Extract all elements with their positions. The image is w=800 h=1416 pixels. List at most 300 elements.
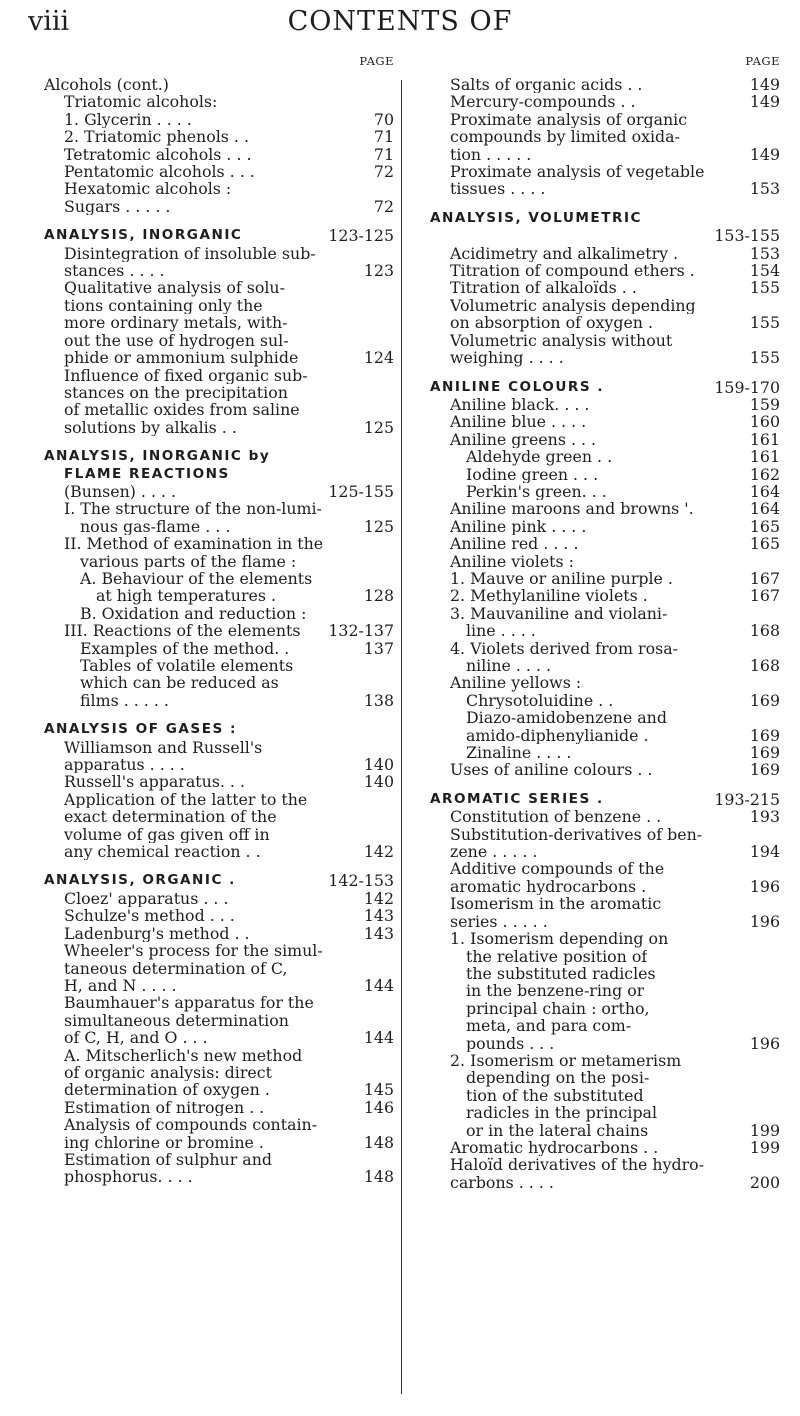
toc-entry	[430, 413, 780, 430]
entry-title: Volumetric analysis without	[450, 331, 673, 350]
entry-title: Pentatomic alcohols . . .	[64, 163, 255, 181]
entry-page: 196	[749, 911, 780, 931]
entry-title: Aniline yellows :	[450, 674, 582, 692]
toc-entry	[44, 1168, 394, 1185]
entry-title: 3. Mauvaniline and violani-	[450, 604, 668, 623]
toc-entry	[44, 925, 394, 942]
toc-entry	[44, 297, 394, 314]
toc-entry	[430, 500, 780, 517]
toc-entry	[430, 622, 780, 639]
entry-title: tions containing only the	[64, 296, 263, 315]
toc-entry	[44, 367, 394, 384]
entry-page: 168	[749, 621, 780, 641]
entry-title: phosphorus. . . .	[64, 1168, 193, 1186]
entry-page: 165	[749, 516, 780, 536]
toc-entry	[430, 245, 780, 262]
entry-page: 71	[373, 127, 394, 147]
entry-title: Constitution of benzene . .	[450, 808, 662, 826]
entry-title: 2. Methylaniline violets .	[450, 587, 648, 605]
entry-title: Cloez' apparatus . . .	[64, 889, 229, 908]
entry-title: AROMATIC SERIES .	[430, 790, 604, 807]
entry-title: compounds by limited oxida-	[450, 128, 680, 146]
entry-title: weighing . . . .	[450, 349, 564, 367]
entry-page: 138	[363, 690, 394, 710]
entry-page: 72	[373, 162, 394, 182]
entry-title: tion of the substituted	[466, 1086, 644, 1105]
entry-page: 72	[373, 196, 394, 216]
toc-entry	[430, 518, 780, 535]
entry-title: phide or ammonium sulphide	[64, 349, 299, 367]
page-number-roman: viii	[28, 6, 70, 37]
toc-entry	[44, 942, 394, 959]
toc-entry	[430, 1035, 780, 1052]
entry-title: Aniline pink . . . .	[450, 517, 587, 536]
toc-entry	[430, 657, 780, 674]
entry-title: Chrysotoluidine . .	[466, 691, 614, 710]
entry-page: 169	[749, 743, 780, 763]
toc-entry	[44, 1064, 394, 1081]
toc-entry	[430, 692, 780, 709]
toc-entry	[44, 826, 394, 843]
entry-title: 1. Isomerism depending on	[450, 930, 669, 948]
entry-title: ing chlorine or bromine .	[64, 1133, 264, 1151]
entry-title: the relative position of	[466, 947, 648, 965]
entry-title: 2. Triatomic phenols . .	[64, 128, 249, 146]
toc-entry	[430, 448, 780, 465]
toc-entry	[44, 622, 394, 639]
entry-title: 2. Isomerism or metamerism	[450, 1051, 682, 1070]
toc-entry	[44, 890, 394, 907]
entry-title: ANALYSIS, INORGANIC	[44, 227, 243, 244]
entry-title: exact determination of the	[64, 808, 277, 826]
entry-title: various parts of the flame :	[80, 552, 297, 570]
page-column-label: PAGE	[745, 54, 780, 68]
toc-entry	[44, 907, 394, 924]
toc-entry	[430, 570, 780, 587]
toc-entry	[430, 314, 780, 331]
toc-entry	[430, 431, 780, 448]
entry-title: apparatus . . . .	[64, 756, 185, 774]
toc-entry	[44, 1151, 394, 1168]
toc-entry	[430, 1052, 780, 1069]
toc-entry	[430, 744, 780, 761]
entry-page: 169	[749, 760, 780, 780]
toc-entry	[44, 518, 394, 535]
entry-page: 161	[749, 429, 780, 449]
entry-page: 142	[363, 842, 394, 862]
entry-page: 142	[363, 888, 394, 908]
entry-page: 159	[749, 394, 780, 414]
entry-title: radicles in the principal	[466, 1104, 658, 1122]
entry-title: Estimation of nitrogen . .	[64, 1098, 265, 1117]
entry-title: H, and N . . . .	[64, 976, 177, 995]
entry-title: or in the lateral chains	[466, 1121, 649, 1139]
entry-title: more ordinary metals, with-	[64, 314, 288, 332]
entry-page: 125	[363, 417, 394, 437]
toc-entry	[430, 761, 780, 778]
toc-entry	[430, 640, 780, 657]
entry-page: 123-125	[328, 226, 394, 246]
toc-entry	[44, 279, 394, 296]
toc-entry	[430, 587, 780, 604]
entry-title: Diazo-amidobenzene and	[466, 709, 667, 727]
entry-page: 154	[749, 261, 780, 281]
toc-entry	[44, 349, 394, 366]
entry-title: ANALYSIS, INORGANIC by	[44, 448, 271, 465]
entry-title: Tetratomic alcohols . . .	[64, 145, 252, 164]
toc-entry	[430, 1017, 780, 1034]
entry-title: Haloïd derivatives of the hydro-	[450, 1156, 705, 1174]
entry-title: ANALYSIS OF GASES :	[44, 721, 237, 738]
toc-entry	[430, 1156, 780, 1173]
toc-entry	[430, 111, 780, 128]
toc-entry	[44, 587, 394, 604]
entry-title: any chemical reaction . .	[64, 843, 261, 861]
entry-title: Ladenburg's method . .	[64, 924, 250, 943]
entry-page: 149	[749, 75, 780, 94]
entry-title: Salts of organic acids . .	[450, 76, 643, 94]
toc-entry	[44, 163, 394, 180]
toc-entry	[430, 483, 780, 500]
entry-page: 169	[749, 690, 780, 710]
entry-title: stances . . . .	[64, 262, 165, 280]
entry-title: meta, and para com-	[466, 1017, 632, 1035]
entry-title: Triatomic alcohols:	[64, 93, 218, 111]
toc-entry	[44, 384, 394, 401]
entry-title: Application of the latter to the	[64, 790, 308, 809]
entry-title: Examples of the method. .	[80, 639, 290, 657]
entry-title: B. Oxidation and reduction :	[80, 604, 307, 623]
entry-page: 149	[749, 144, 780, 164]
toc-entry	[430, 76, 780, 93]
entry-title: Schulze's method . . .	[64, 907, 235, 925]
right-column	[430, 54, 780, 1192]
toc-entry	[44, 535, 394, 552]
section-heading	[44, 872, 394, 889]
toc-entry	[44, 739, 394, 756]
toc-entry	[430, 535, 780, 552]
section-heading	[44, 227, 394, 244]
entry-title: Zinaline . . . .	[466, 744, 572, 762]
entry-title: Additive compounds of the	[450, 860, 665, 878]
toc-entry	[44, 960, 394, 977]
entry-title: solutions by alkalis . .	[64, 418, 237, 437]
entry-title: Aldehyde green . .	[466, 448, 613, 466]
section-heading	[44, 448, 394, 465]
toc-entry	[44, 401, 394, 418]
toc-entry	[44, 111, 394, 128]
entry-page: 149	[749, 92, 780, 112]
entry-page: 196	[749, 876, 780, 896]
toc-entry	[44, 245, 394, 262]
entry-title: Baumhauer's apparatus for the	[64, 994, 314, 1012]
entry-page: 71	[373, 144, 394, 164]
toc-entry	[44, 1099, 394, 1116]
toc-entry	[430, 843, 780, 860]
toc-entry	[430, 1000, 780, 1017]
entry-page: 159-170	[714, 377, 780, 397]
toc-entry	[430, 878, 780, 895]
toc-entry	[430, 826, 780, 843]
entry-title: films . . . . .	[80, 691, 169, 710]
entry-title: Volumetric analysis depending	[450, 296, 696, 315]
toc-entry	[44, 1081, 394, 1098]
entry-title: Aniline violets :	[450, 552, 574, 570]
entry-page: 153-155	[714, 226, 780, 246]
toc-entry	[430, 727, 780, 744]
entry-title: of organic analysis: direct	[64, 1063, 272, 1082]
toc-entry	[44, 791, 394, 808]
entry-title: Williamson and Russell's	[64, 738, 263, 757]
entry-title: tissues . . . .	[450, 180, 546, 198]
toc-entry	[430, 948, 780, 965]
entry-title: A. Mitscherlich's new method	[64, 1046, 303, 1064]
entry-page: 140	[363, 755, 394, 775]
toc-entry	[44, 419, 394, 436]
toc-entry	[44, 1029, 394, 1046]
toc-entry	[44, 1012, 394, 1029]
toc-entry	[430, 297, 780, 314]
toc-entry	[430, 396, 780, 413]
entry-page: 125-155	[328, 481, 394, 501]
entry-page: 70	[373, 109, 394, 129]
entry-title: nous gas-flame . . .	[80, 517, 231, 536]
entry-title: Wheeler's process for the simul-	[64, 942, 323, 960]
entry-title: Proximate analysis of vegetable	[450, 163, 705, 181]
toc-entry	[430, 1069, 780, 1086]
entry-title: 1. Mauve or aniline purple .	[450, 569, 673, 588]
toc-entry	[430, 709, 780, 726]
entry-title: aromatic hydrocarbons .	[450, 877, 647, 896]
toc-entry	[430, 553, 780, 570]
toc-entry	[430, 466, 780, 483]
column-divider	[401, 80, 402, 1394]
entry-title: FLAME REACTIONS	[64, 465, 230, 482]
entry-title: Tables of volatile elements	[80, 657, 294, 675]
toc-entry	[430, 674, 780, 691]
entry-title: principal chain : ortho,	[466, 999, 650, 1018]
entry-page: 155	[749, 313, 780, 333]
entry-title: the substituted radicles	[466, 964, 656, 983]
entry-page: 193	[749, 807, 780, 827]
entry-title: of C, H, and O . . .	[64, 1029, 208, 1047]
entry-title: Sugars . . . . .	[64, 197, 171, 216]
toc-entry	[44, 570, 394, 587]
entry-title: Iodine green . . .	[466, 465, 599, 483]
entry-title: II. Method of examination in the	[64, 535, 324, 553]
entry-title: carbons . . . .	[450, 1173, 554, 1192]
entry-page: 160	[749, 412, 780, 432]
entry-page: 169	[749, 725, 780, 745]
toc-entry	[44, 843, 394, 860]
entry-title: simultaneous determination	[64, 1011, 289, 1030]
toc-entry	[44, 977, 394, 994]
entry-title: Isomerism in the aromatic	[450, 895, 662, 913]
toc-entry	[44, 332, 394, 349]
entry-title: Uses of aniline colours . .	[450, 761, 653, 779]
entry-title: ANALYSIS, ORGANIC .	[44, 872, 236, 889]
entry-page: 193-215	[714, 789, 780, 809]
entry-page: 199	[749, 1137, 780, 1157]
toc-entry	[44, 640, 394, 657]
section-heading	[430, 210, 780, 227]
entry-title: Hexatomic alcohols :	[64, 180, 232, 198]
entry-page: 200	[749, 1172, 780, 1192]
entry-title: pounds . . .	[466, 1034, 555, 1052]
entry-page: 153	[749, 179, 780, 199]
entry-page: 167	[749, 568, 780, 588]
toc-entry	[430, 1087, 780, 1104]
entry-title: ANILINE COLOURS .	[430, 378, 605, 395]
toc-entry	[44, 146, 394, 163]
toc-entry	[430, 913, 780, 930]
toc-entry	[44, 605, 394, 622]
toc-entry	[44, 198, 394, 215]
entry-title: which can be reduced as	[80, 674, 279, 692]
toc-entry	[44, 1116, 394, 1133]
entry-page: 155	[749, 348, 780, 368]
toc-entry	[44, 483, 394, 500]
toc-entry	[430, 128, 780, 145]
toc-entry	[430, 146, 780, 163]
toc-entry	[430, 262, 780, 279]
entry-title: Aromatic hydrocarbons . .	[450, 1138, 659, 1157]
toc-entry	[430, 349, 780, 366]
toc-entry	[430, 332, 780, 349]
entry-title: line . . . .	[466, 622, 536, 640]
toc-entry	[430, 930, 780, 947]
toc-entry	[44, 808, 394, 825]
entry-title: Substitution-derivatives of ben-	[450, 825, 703, 844]
entry-page: 145	[363, 1080, 394, 1100]
entry-page: 132-137	[328, 621, 394, 641]
toc-entry	[44, 674, 394, 691]
toc-entry	[44, 553, 394, 570]
toc-entry	[430, 1174, 780, 1191]
entry-title: Aniline black. . . .	[450, 395, 590, 414]
entry-title: at high temperatures .	[96, 587, 276, 605]
entry-title: amido-diphenylianide .	[466, 726, 649, 745]
entry-page: 144	[363, 975, 394, 995]
toc-entry	[44, 1134, 394, 1151]
entry-page: 148	[363, 1167, 394, 1187]
left-column	[44, 54, 394, 1187]
toc-entry	[44, 994, 394, 1011]
entry-title: Alcohols (cont.)	[44, 76, 169, 94]
section-heading	[430, 379, 780, 396]
entry-title: Russell's apparatus. . .	[64, 773, 245, 791]
entry-page: 162	[749, 464, 780, 484]
entry-title: Proximate analysis of organic	[450, 110, 688, 129]
entry-title: zene . . . . .	[450, 843, 538, 861]
entry-page: 194	[749, 842, 780, 862]
toc-entry	[44, 314, 394, 331]
toc-entry	[430, 279, 780, 296]
entry-title: Qualitative analysis of solu-	[64, 279, 285, 297]
entry-page: 164	[749, 481, 780, 501]
toc-entry	[44, 692, 394, 709]
page-header	[28, 4, 772, 48]
entry-title: on absorption of oxygen .	[450, 314, 654, 332]
entry-page: 143	[363, 923, 394, 943]
entry-title: I. The structure of the non-lumi-	[64, 500, 322, 518]
toc-entry	[44, 1047, 394, 1064]
entry-title: Estimation of sulphur and	[64, 1150, 272, 1169]
entry-title: Disintegration of insoluble sub-	[64, 244, 316, 263]
toc-entry	[430, 605, 780, 622]
toc-entry	[430, 1139, 780, 1156]
entry-title: 4. Violets derived from rosa-	[450, 639, 678, 657]
entry-title: depending on the posi-	[466, 1069, 650, 1087]
entry-page: 143	[363, 906, 394, 926]
entry-title: out the use of hydrogen sul-	[64, 331, 289, 350]
entry-title: Titration of alkaloïds . .	[450, 279, 637, 297]
entry-title: determination of oxygen .	[64, 1081, 270, 1099]
entry-title: of metallic oxides from saline	[64, 401, 300, 419]
entry-title: stances on the precipitation	[64, 383, 288, 402]
entry-title: volume of gas given off in	[64, 825, 270, 844]
entry-title: series . . . . .	[450, 912, 548, 931]
entry-page: 167	[749, 586, 780, 606]
entry-page: 153	[749, 243, 780, 263]
toc-entry	[44, 128, 394, 145]
entry-title: Aniline red . . . .	[450, 535, 579, 553]
entry-title: Acidimetry and alkalimetry .	[450, 244, 679, 263]
entry-page: 164	[749, 499, 780, 519]
entry-title: Aniline blue . . . .	[450, 413, 587, 431]
toc-entry	[44, 76, 394, 93]
toc-entry	[430, 227, 780, 244]
section-heading	[430, 791, 780, 808]
entry-title: Mercury-compounds . .	[450, 93, 636, 111]
toc-entry	[44, 657, 394, 674]
entry-title: (Bunsen) . . . .	[64, 482, 177, 501]
entry-title: ANALYSIS, VOLUMETRIC	[430, 209, 642, 226]
entry-page: 125	[363, 516, 394, 536]
entry-title: A. Behaviour of the elements	[80, 569, 313, 588]
entry-title: Titration of compound ethers .	[450, 262, 695, 280]
entry-page: 168	[749, 656, 780, 675]
toc-entry	[430, 180, 780, 197]
entry-page: 123	[363, 261, 394, 281]
entry-page: 144	[363, 1028, 394, 1048]
entry-title: Aniline maroons and browns '.	[450, 500, 694, 518]
entry-page: 196	[749, 1033, 780, 1053]
toc-entry	[44, 773, 394, 790]
entry-page: 142-153	[328, 871, 394, 891]
toc-entry	[44, 93, 394, 110]
toc-entry	[430, 1122, 780, 1139]
section-heading	[44, 721, 394, 738]
entry-page: 165	[749, 534, 780, 554]
section-heading	[44, 466, 394, 483]
toc-entry	[430, 860, 780, 877]
toc-entry	[430, 982, 780, 999]
entry-page: 137	[363, 638, 394, 658]
running-title: CONTENTS OF	[287, 6, 513, 37]
entry-page: 146	[363, 1097, 394, 1117]
entry-page: 124	[363, 348, 394, 368]
toc-entry	[430, 93, 780, 110]
entry-page: 128	[363, 586, 394, 606]
entry-title: Perkin's green. . .	[466, 482, 607, 501]
toc-entry	[44, 180, 394, 197]
toc-entry	[44, 756, 394, 773]
toc-entry	[430, 1104, 780, 1121]
entry-page: 140	[363, 772, 394, 792]
entry-title: in the benzene-ring or	[466, 982, 645, 1000]
entry-title: Analysis of compounds contain-	[64, 1116, 318, 1134]
